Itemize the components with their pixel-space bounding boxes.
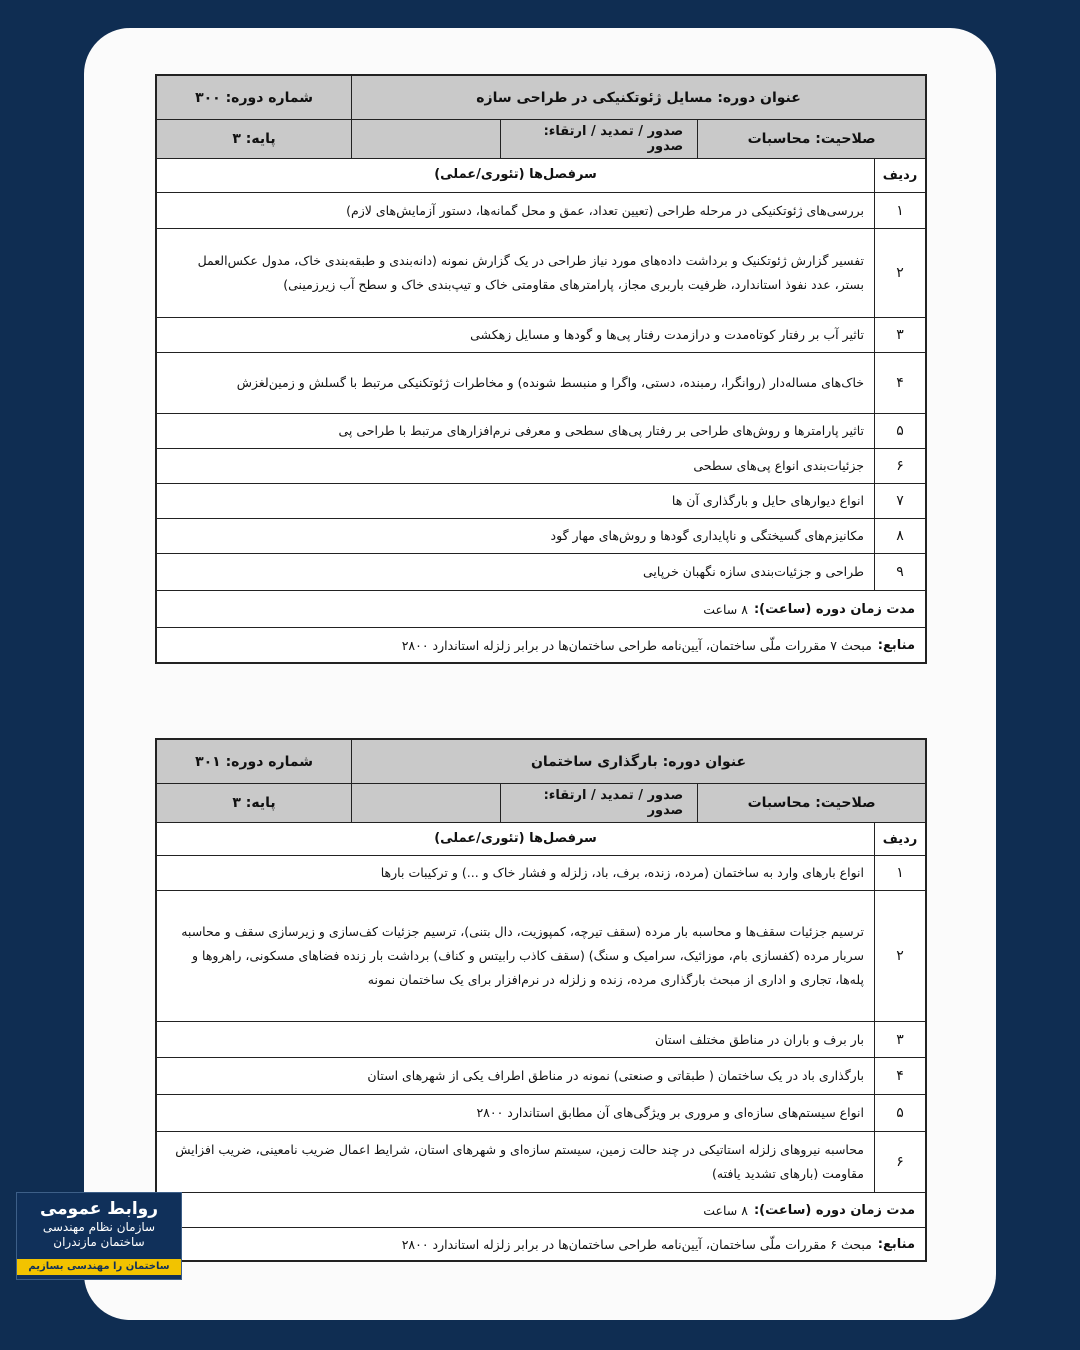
organization-logo-badge	[16, 1192, 182, 1280]
course-header-row	[157, 76, 925, 120]
empty-cell	[352, 784, 501, 822]
duration-label: مدت زمان دوره (ساعت):	[753, 601, 915, 617]
table-row	[157, 1058, 925, 1095]
sources-label: منابع:	[877, 637, 915, 653]
row-number: ۶	[874, 449, 925, 483]
row-number: ۴	[874, 1058, 925, 1094]
topic-text: تفسیر گزارش ژئوتکنیک و برداشت داده‌های مورد نیاز طراحی در یک گزارش نمونه (دانه‌بندی و طبقه‌بندی خاک، مدول عکس‌العمل بستر، عدد نفوذ استاندارد، ظرفیت باربری مجاز، پارامترهای مقاومتی خاک و تیپ‌بندی خاک و سطح آب زیرزمینی)	[197, 253, 864, 292]
table-row	[157, 891, 925, 1022]
duration-row	[157, 591, 925, 628]
topic-text: بررسی‌های ژئوتکنیکی در مرحله طراحی (تعیین تعداد، عمق و محل گمانه‌ها، دستور آزمایش‌های لازم)	[346, 202, 864, 218]
topic-text: خاک‌های مساله‌دار (روانگرا، رمبنده، دستی، واگرا و منبسط شونده) و مخاطرات ژئوتکنیکی مرتبط با گسلش و زمین‌لغزش	[236, 375, 864, 391]
row-number: ۵	[874, 1095, 925, 1131]
duration-value: ۸ ساعت	[703, 1202, 748, 1218]
row-number: ۲	[874, 891, 925, 1021]
topic-text: بارگذاری باد در یک ساختمان ( طبقاتی و صنعتی) نمونه در مناطق اطراف یکی از شهرهای استان	[367, 1068, 864, 1084]
table-row	[157, 484, 925, 519]
course-title: عنوان دوره: بارگذاری ساختمان	[530, 753, 747, 770]
course-table-301	[155, 738, 927, 1262]
topic-text: انواع دیوارهای حایل و بارگذاری آن ها	[671, 493, 864, 509]
topics-header	[157, 823, 925, 856]
duration-value: ۸ ساعت	[703, 601, 748, 617]
table-row	[157, 1022, 925, 1058]
col-topics-header: سرفصل‌ها (تئوری/عملی)	[434, 830, 597, 846]
competency: صلاحیت: محاسبات	[747, 795, 876, 811]
topic-text: ترسیم جزئیات سقف‌ها و محاسبه بار مرده (سقف تیرچه، کمپوزیت، دال بتنی)، ترسیم جزئیات کف‌سازی و زیرسازی سقف و محاسبه سربار مرده (کفسازی بام، موزائیک، سرامیک و سنگ) (سقف کاذب رابیتس و کناف) برداشت بار زنده فضاهای مسکونی، راهروها و پله‌ها، تجاری و اداری از مبحث بارگذاری مرده، زنده و زلزله در نرم‌افزار برای یک ساختمان نمونه	[181, 924, 864, 987]
duration-label: مدت زمان دوره (ساعت):	[753, 1202, 915, 1218]
issue-renew-upgrade: صدور / تمدید / ارتقاء: صدور	[501, 784, 698, 822]
course-number: شماره دوره: ۳۰۰	[157, 76, 352, 119]
row-number: ۳	[874, 318, 925, 352]
table-row	[157, 856, 925, 891]
table-row	[157, 519, 925, 554]
row-number: ۴	[874, 353, 925, 413]
table-row	[157, 1132, 925, 1193]
topic-text: انواع بارهای وارد به ساختمان (مرده، زنده، برف، باد، زلزله و فشار خاک و ...) و ترکیبات بارها	[380, 865, 864, 881]
duration-row	[157, 1193, 925, 1228]
brand-line-2: سازمان نظام مهندسی	[42, 1220, 156, 1235]
col-row-header: ردیف	[874, 823, 925, 855]
brand-line-3: ساختمان مازندران	[53, 1235, 145, 1250]
topic-text: انواع سیستم‌های سازه‌ای و مروری بر ویژگی‌های آن مطابق استاندارد ۲۸۰۰	[476, 1105, 864, 1121]
level: پایه: ۳	[157, 784, 352, 822]
col-row-header: ردیف	[874, 159, 925, 192]
table-row	[157, 414, 925, 449]
row-number: ۳	[874, 1022, 925, 1057]
course-header-row	[157, 740, 925, 784]
row-number: ۱	[874, 856, 925, 890]
level: پایه: ۳	[157, 120, 352, 158]
topic-text: طراحی و جزئیات‌بندی سازه نگهبان خرپایی	[643, 564, 864, 580]
course-table-300	[155, 74, 927, 664]
row-number: ۹	[874, 554, 925, 590]
topic-text: مکانیزم‌های گسیختگی و ناپایداری گودها و روش‌های مهار گود	[550, 528, 864, 544]
table-row	[157, 353, 925, 414]
row-number: ۱	[874, 193, 925, 228]
course-meta-row	[157, 120, 925, 159]
course-number: شماره دوره: ۳۰۱	[157, 740, 352, 783]
brand-line-1: روابط عمومی	[39, 1199, 159, 1219]
row-number: ۲	[874, 229, 925, 317]
col-topics-header: سرفصل‌ها (تئوری/عملی)	[434, 167, 597, 183]
issue-renew-upgrade: صدور / تمدید / ارتقاء: صدور	[501, 120, 698, 158]
row-number: ۵	[874, 414, 925, 448]
sources-row	[157, 628, 925, 662]
sources-value: مبحث ۶ مقررات ملّی ساختمان، آیین‌نامه طراحی ساختمان‌ها در برابر زلزله استاندارد ۲۸۰۰	[401, 1236, 872, 1252]
table-row	[157, 193, 925, 229]
brand-slogan: ساختمان را مهندسی بسازیم	[17, 1259, 181, 1276]
table-row	[157, 318, 925, 353]
topics-header	[157, 159, 925, 193]
sources-row	[157, 1228, 925, 1260]
empty-cell	[352, 120, 501, 158]
row-number: ۷	[874, 484, 925, 518]
table-row	[157, 1095, 925, 1132]
course-title: عنوان دوره: مسایل ژئوتکنیکی در طراحی سازه	[476, 89, 801, 106]
topic-text: بار برف و باران در مناطق مختلف استان	[654, 1031, 864, 1047]
table-row	[157, 229, 925, 318]
topic-text: تاثیر آب بر رفتار کوتاه‌مدت و درازمدت رفتار پی‌ها و گودها و مسایل زهکشی	[470, 327, 864, 343]
sources-label: منابع:	[877, 1236, 915, 1252]
topic-text: تاثیر پارامترها و روش‌های طراحی بر رفتار پی‌های سطحی و معرفی نرم‌افزارهای مرتبط با طراحی پی	[338, 423, 864, 439]
sources-value: مبحث ۷ مقررات ملّی ساختمان، آیین‌نامه طراحی ساختمان‌ها در برابر زلزله استاندارد ۲۸۰۰	[401, 637, 872, 653]
row-number: ۸	[874, 519, 925, 553]
table-row	[157, 554, 925, 591]
topic-text: محاسبه نیروهای زلزله استاتیکی در چند حالت زمین، سیستم سازه‌ای و شهرهای استان، شرایط اعمال ضریب نامعینی، ضریب افزایش مقاومت (بارهای تشدید یافته)	[175, 1142, 864, 1181]
row-number: ۶	[874, 1132, 925, 1192]
topic-text: جزئیات‌بندی انواع پی‌های سطحی	[693, 458, 864, 474]
table-row	[157, 449, 925, 484]
course-meta-row	[157, 784, 925, 823]
competency: صلاحیت: محاسبات	[747, 131, 876, 147]
